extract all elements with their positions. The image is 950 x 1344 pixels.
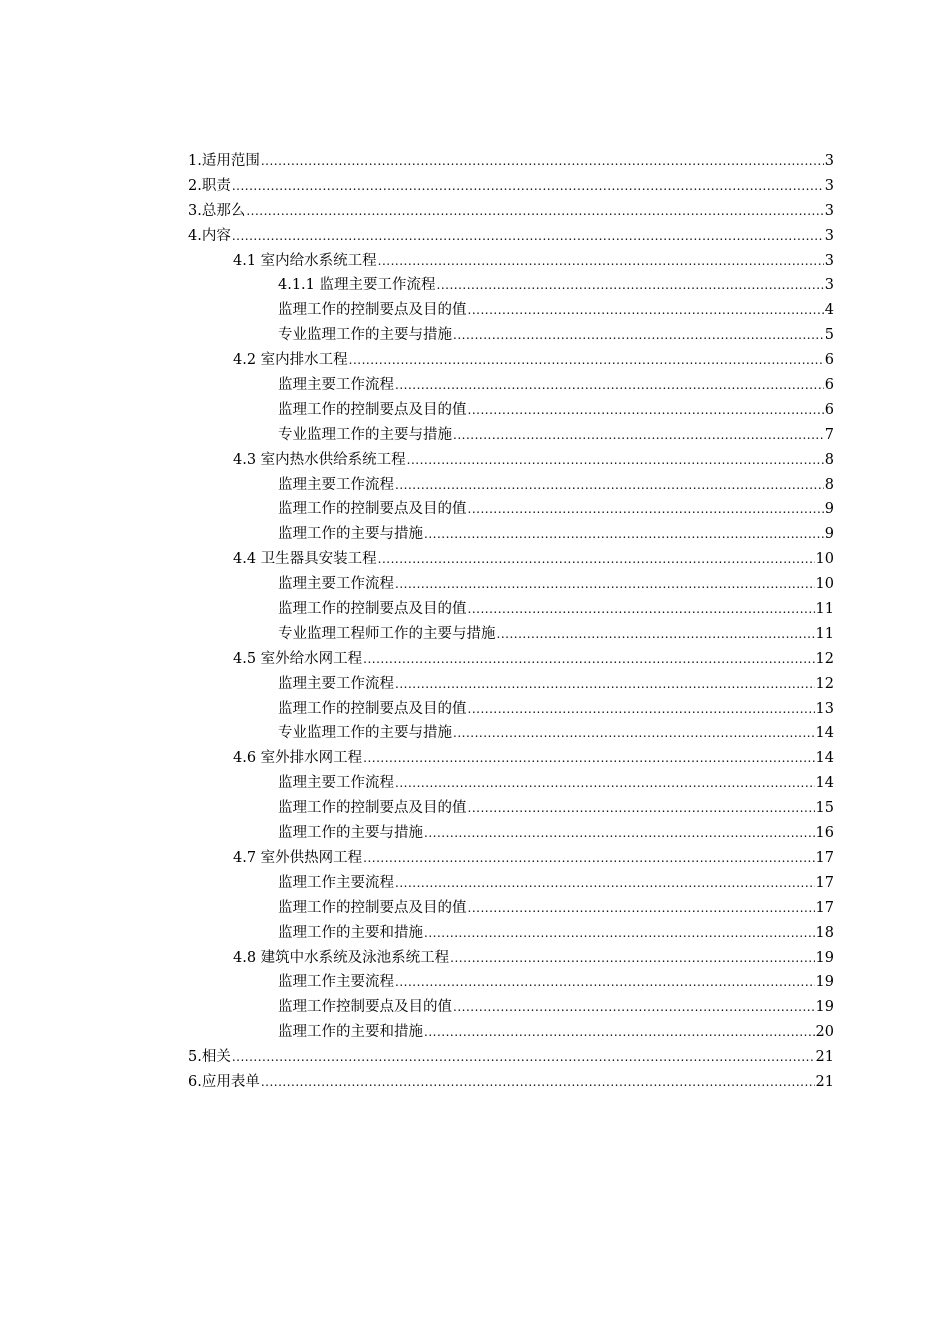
toc-entry-title: 6.应用表单 [188,1073,260,1090]
toc-dot-leader [468,298,824,323]
toc-entry[interactable] [188,995,834,1020]
toc-entry-title: 1.适用范围 [188,153,260,169]
toc-entry-title: 4.4 卫生器具安装工程 [233,551,377,568]
toc-dot-leader [424,821,815,846]
toc-entry[interactable] [188,149,834,174]
toc-entry-title: 监理工作的控制要点及目的值 [278,302,467,319]
toc-dot-leader [349,348,824,373]
toc-entry-title: 监理工作的主要和措施 [278,1024,423,1041]
toc-entry-title: 监理工作的控制要点及目的值 [278,401,467,418]
toc-entry[interactable] [188,423,834,448]
toc-entry[interactable] [188,298,834,323]
toc-page-number: 11 [815,601,834,618]
toc-page-number: 4 [824,302,834,319]
toc-entry[interactable] [188,473,834,498]
toc-entry-title: 监理工作的主要与措施 [278,526,423,543]
table-of-contents [188,149,834,1095]
toc-entry[interactable] [188,896,834,921]
toc-entry-title: 4.3 室内热水供给系统工程 [233,451,406,468]
toc-entry-title: 4.5 室外给水网工程 [233,650,363,667]
toc-page-number: 3 [824,202,834,219]
toc-entry[interactable] [188,921,834,946]
toc-dot-leader [407,448,824,473]
toc-entry-title: 专业监理工作的主要与措施 [278,725,452,742]
toc-entry-title: 监理主要工作流程 [278,476,394,493]
toc-page-number: 19 [815,999,834,1016]
toc-page-number: 19 [815,974,834,991]
toc-entry-title: 4.1.1 监理主要工作流程 [278,277,436,294]
toc-entry-title: 4.6 室外排水网工程 [233,750,363,767]
toc-page-number: 13 [815,700,834,717]
toc-dot-leader [424,1020,815,1045]
toc-dot-leader [497,622,815,647]
toc-dot-leader [363,746,814,771]
toc-page-number: 17 [815,849,834,866]
toc-entry-title: 监理工作的主要与措施 [278,825,423,842]
toc-dot-leader [468,398,824,423]
toc-dot-leader [395,572,815,597]
toc-dot-leader [395,373,824,398]
toc-entry[interactable] [188,746,834,771]
toc-dot-leader [246,199,823,224]
toc-page-number: 3 [824,153,834,169]
toc-entry-title: 监理工作主要流程 [278,974,394,991]
toc-entry[interactable] [188,846,834,871]
toc-page-number: 15 [815,800,834,817]
toc-entry-title: 监理主要工作流程 [278,576,394,593]
toc-dot-leader [453,995,815,1020]
toc-page-number: 12 [815,675,834,692]
toc-page-number: 14 [815,750,834,767]
toc-entry[interactable] [188,946,834,971]
toc-page-number: 3 [824,277,834,294]
toc-entry-title: 4.7 室外供热网工程 [233,849,363,866]
toc-entry[interactable] [188,622,834,647]
toc-dot-leader [363,846,814,871]
toc-entry[interactable] [188,497,834,522]
toc-page-number: 11 [815,625,834,642]
toc-dot-leader [453,423,824,448]
toc-page-number: 21 [815,1049,834,1066]
toc-entry[interactable] [188,448,834,473]
toc-dot-leader [378,249,824,274]
toc-entry-title: 4.内容 [188,227,231,244]
toc-page-number: 19 [815,949,834,966]
toc-entry[interactable] [188,771,834,796]
toc-dot-leader [232,1045,815,1070]
toc-page-number: 16 [815,825,834,842]
toc-dot-leader [468,796,815,821]
toc-page-number: 17 [815,874,834,891]
toc-entry-title: 3.总那么 [188,202,246,219]
toc-page-number: 20 [815,1024,834,1041]
toc-entry-title: 监理主要工作流程 [278,775,394,792]
toc-dot-leader [450,946,814,971]
toc-entry[interactable] [188,199,834,224]
toc-page-number: 6 [824,352,834,369]
toc-dot-leader [453,323,824,348]
toc-dot-leader [395,473,824,498]
toc-entry-title: 5.相关 [188,1049,231,1066]
toc-entry[interactable] [188,1020,834,1045]
toc-page-number: 17 [815,899,834,916]
toc-page-number: 5 [824,327,834,344]
toc-dot-leader [468,697,815,722]
toc-dot-leader [395,970,815,995]
toc-entry[interactable] [188,796,834,821]
toc-dot-leader [468,597,815,622]
toc-page-number: 6 [824,377,834,394]
toc-dot-leader [395,871,815,896]
toc-entry-title: 专业监理工作的主要与措施 [278,327,452,344]
toc-entry[interactable] [188,522,834,547]
toc-dot-leader [395,771,815,796]
toc-page-number: 14 [815,775,834,792]
toc-entry[interactable] [188,821,834,846]
toc-entry[interactable] [188,572,834,597]
toc-entry-title: 4.2 室内排水工程 [233,352,348,369]
toc-dot-leader [437,273,824,298]
toc-entry[interactable] [188,174,834,199]
toc-entry-title: 监理工作控制要点及目的值 [278,999,452,1016]
toc-page-number: 21 [815,1073,834,1090]
toc-entry[interactable] [188,647,834,672]
toc-entry[interactable] [188,721,834,746]
toc-entry[interactable] [188,348,834,373]
toc-entry[interactable] [188,249,834,274]
toc-entry-title: 2.职责 [188,177,231,194]
toc-entry-title: 4.1 室内给水系统工程 [233,252,377,269]
toc-entry[interactable] [188,323,834,348]
toc-entry-title: 监理工作的控制要点及目的值 [278,501,467,518]
toc-page-number: 3 [824,177,834,194]
toc-entry[interactable] [188,697,834,722]
toc-entry[interactable] [188,970,834,995]
toc-entry[interactable] [188,1070,834,1095]
toc-page-number: 14 [815,725,834,742]
toc-entry-title: 监理工作的控制要点及目的值 [278,601,467,618]
toc-entry-title: 监理主要工作流程 [278,675,394,692]
toc-entry-title: 4.8 建筑中水系统及泳池系统工程 [233,949,450,966]
toc-page-number: 12 [815,650,834,667]
toc-entry[interactable] [188,597,834,622]
toc-page-number: 18 [815,924,834,941]
toc-dot-leader [424,522,824,547]
toc-entry[interactable] [188,672,834,697]
toc-entry-title: 监理工作的控制要点及目的值 [278,899,467,916]
toc-dot-leader [232,174,824,199]
toc-entry-title: 监理工作的主要和措施 [278,924,423,941]
toc-page-number: 9 [824,501,834,518]
toc-entry[interactable] [188,871,834,896]
toc-entry-title: 监理主要工作流程 [278,377,394,394]
toc-dot-leader [363,647,814,672]
toc-page-number: 10 [815,551,834,568]
toc-dot-leader [468,896,815,921]
toc-entry-title: 专业监理工作的主要与措施 [278,426,452,443]
toc-page-number: 9 [824,526,834,543]
toc-dot-leader [453,721,815,746]
toc-dot-leader [395,672,815,697]
toc-page-number: 8 [824,476,834,493]
toc-entry-title: 专业监理工程师工作的主要与措施 [278,625,496,642]
toc-entry[interactable] [188,373,834,398]
toc-page-number: 8 [824,451,834,468]
toc-entry-title: 监理工作主要流程 [278,874,394,891]
toc-page-number: 3 [824,252,834,269]
toc-entry[interactable] [188,224,834,249]
toc-entry[interactable] [188,273,834,298]
toc-dot-leader [261,149,824,174]
toc-dot-leader [232,224,824,249]
toc-page-number: 3 [824,227,834,244]
toc-entry-title: 监理工作的控制要点及目的值 [278,800,467,817]
toc-dot-leader [261,1070,815,1095]
toc-entry[interactable] [188,1045,834,1070]
toc-dot-leader [378,547,815,572]
toc-entry[interactable] [188,547,834,572]
toc-entry[interactable] [188,398,834,423]
toc-page-number: 7 [824,426,834,443]
toc-dot-leader [468,497,824,522]
toc-dot-leader [424,921,815,946]
toc-page-number: 6 [824,401,834,418]
toc-entry-title: 监理工作的控制要点及目的值 [278,700,467,717]
toc-page-number: 10 [815,576,834,593]
